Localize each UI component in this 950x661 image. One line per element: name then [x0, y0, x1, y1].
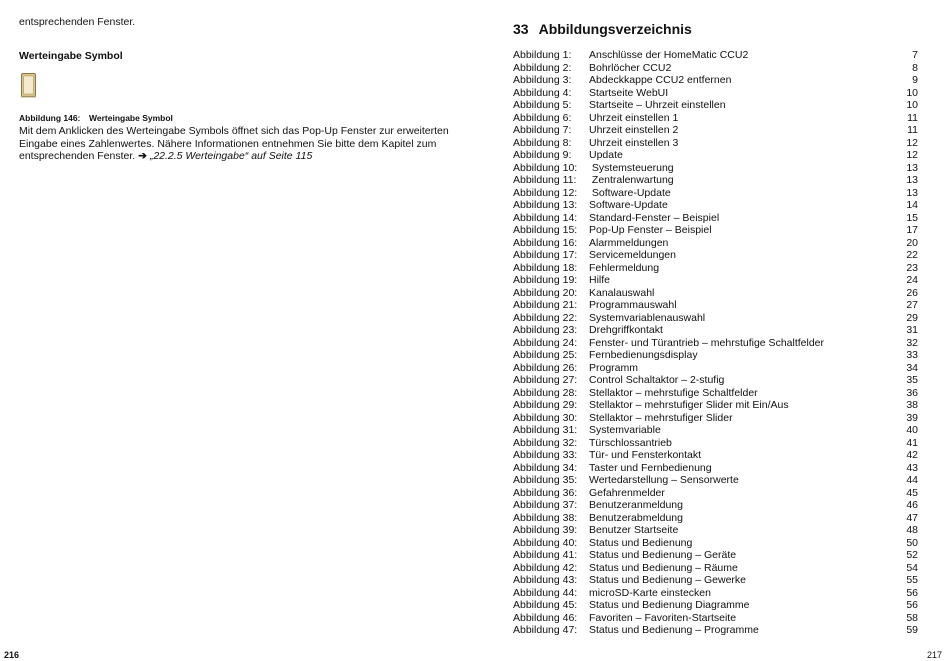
toc-entry[interactable] [513, 437, 918, 450]
toc-entry-page: 34 [906, 361, 918, 374]
toc-entry-page: 56 [906, 586, 918, 599]
toc-entry-label: Abbildung 22: [513, 311, 578, 324]
toc-entry[interactable] [513, 387, 918, 400]
section-title [513, 21, 692, 37]
toc-entry[interactable] [513, 337, 918, 350]
toc-entry-label: Abbildung 37: [513, 499, 578, 511]
toc-entry-title: Stellaktor – mehrstufiger Slider [589, 411, 733, 424]
toc-entry[interactable] [513, 424, 918, 437]
toc-entry-label: Abbildung 44: [513, 586, 578, 599]
toc-entry-page: 23 [906, 261, 918, 274]
toc-entry-label: Abbildung 45: [513, 599, 578, 611]
toc-entry-label: Abbildung 30: [513, 411, 578, 424]
toc-entry-page: 56 [906, 599, 918, 611]
toc-entry-title: Stellaktor – mehrstufige Schaltfelder [589, 386, 758, 399]
toc-entry[interactable] [513, 149, 918, 162]
toc-entry-title: Drehgriffkontakt [589, 324, 663, 336]
toc-entry-page: 12 [906, 149, 918, 161]
toc-entry[interactable] [513, 449, 918, 462]
toc-entry[interactable] [513, 624, 918, 637]
toc-entry-label: Abbildung 14: [513, 211, 578, 224]
toc-entry-label: Abbildung 33: [513, 449, 578, 461]
toc-entry-label: Abbildung 28: [513, 386, 578, 399]
toc-entry[interactable] [513, 549, 918, 562]
toc-entry-title: Kanalauswahl [589, 286, 655, 299]
toc-entry-title: Uhrzeit einstellen 1 [589, 111, 679, 124]
cross-reference-link[interactable]: „22.2.5 Werteingabe“ auf Seite 115 [149, 150, 313, 162]
toc-entry-page: 8 [912, 61, 918, 74]
toc-entry-title: Zentralenwartung [589, 174, 674, 186]
toc-entry-page: 13 [906, 161, 918, 174]
toc-entry-title: Taster und Fernbedienung [589, 461, 712, 474]
toc-entry[interactable] [513, 274, 918, 287]
toc-entry-title: Alarmmeldungen [589, 236, 669, 249]
toc-entry[interactable] [513, 124, 918, 137]
toc-entry[interactable] [513, 287, 918, 300]
toc-entry-page: 38 [906, 399, 918, 411]
toc-entry-title: Standard-Fenster – Beispiel [589, 211, 720, 224]
toc-entry[interactable] [513, 512, 918, 525]
toc-entry-label: Abbildung 1: [513, 49, 572, 61]
page-number-right: 217 [926, 650, 942, 660]
toc-entry-page: 42 [906, 449, 918, 461]
toc-entry-label: Abbildung 43: [513, 574, 578, 586]
toc-entry-label: Abbildung 2: [513, 61, 572, 74]
toc-entry-label: Abbildung 25: [513, 349, 578, 361]
toc-entry-label: Abbildung 39: [513, 524, 578, 536]
toc-entry[interactable] [513, 62, 918, 75]
toc-entry-label: Abbildung 15: [513, 224, 578, 236]
page-number-left: 216 [4, 650, 20, 660]
toc-entry-label: Abbildung 26: [513, 361, 578, 374]
arrow-right-icon: ➔ [138, 150, 147, 162]
toc-entry-label: Abbildung 35: [513, 474, 578, 486]
toc-entry-label: Abbildung 7: [513, 124, 572, 136]
toc-entry-page: 50 [906, 536, 918, 549]
toc-entry[interactable] [513, 49, 918, 62]
toc-entry[interactable] [513, 162, 918, 175]
toc-entry-title: Status und Bedienung [589, 536, 693, 549]
toc-entry-page: 36 [906, 386, 918, 399]
section-heading: Werteingabe Symbol [19, 50, 123, 62]
toc-entry[interactable] [513, 599, 918, 612]
toc-entry-page: 20 [906, 236, 918, 249]
toc-entry-label: Abbildung 9: [513, 149, 572, 161]
toc-entry-page: 10 [906, 86, 918, 99]
toc-entry-page: 31 [906, 324, 918, 336]
toc-entry-title: Benutzeranmeldung [589, 499, 683, 511]
toc-entry-page: 14 [906, 199, 918, 211]
toc-entry[interactable] [513, 462, 918, 475]
toc-entry[interactable] [513, 249, 918, 262]
toc-entry-title: Systemsteuerung [589, 161, 674, 174]
toc-entry-page: 32 [906, 336, 918, 349]
toc-entry-label: Abbildung 5: [513, 99, 572, 111]
toc-entry-title: microSD-Karte einstecken [589, 586, 711, 599]
toc-entry-label: Abbildung 18: [513, 261, 578, 274]
toc-entry[interactable] [513, 374, 918, 387]
toc-entry-title: Status und Bedienung – Räume [589, 561, 738, 574]
toc-entry-title: Bohrlöcher CCU2 [589, 61, 672, 74]
toc-entry-page: 7 [912, 49, 918, 61]
toc-entry-title: Status und Bedienung – Programme [589, 624, 759, 636]
toc-entry-title: Anschlüsse der HomeMatic CCU2 [589, 49, 749, 61]
toc-entry-page: 15 [906, 211, 918, 224]
toc-entry[interactable] [513, 474, 918, 487]
toc-entry-label: Abbildung 24: [513, 336, 578, 349]
toc-entry-page: 10 [906, 99, 918, 111]
toc-entry-title: Startseite WebUI [589, 86, 669, 99]
toc-entry-page: 24 [906, 274, 918, 286]
toc-entry-title: Wertedarstellung – Sensorwerte [589, 474, 739, 486]
toc-entry-title: Hilfe [589, 274, 611, 286]
figure-caption-number: Abbildung 146: [19, 113, 81, 123]
toc-entry-label: Abbildung 8: [513, 136, 572, 149]
body-paragraph [19, 125, 459, 163]
toc-entry-label: Abbildung 4: [513, 86, 572, 99]
toc-entry-title: Stellaktor – mehrstufiger Slider mit Ein/Aus [589, 399, 789, 411]
toc-entry-title: Software-Update [589, 186, 671, 199]
toc-entry-page: 27 [906, 299, 918, 311]
toc-entry[interactable] [513, 612, 918, 625]
right-page [475, 0, 950, 661]
toc-entry[interactable] [513, 412, 918, 425]
toc-entry-label: Abbildung 6: [513, 111, 572, 124]
toc-entry-title: Control Schaltaktor – 2-stufig [589, 374, 725, 386]
figure-caption-title: Werteingabe Symbol [89, 113, 173, 123]
toc-entry[interactable] [513, 537, 918, 550]
toc-entry-page: 44 [906, 474, 918, 486]
werteingabe-symbol-icon [20, 73, 37, 98]
toc-entry[interactable] [513, 199, 918, 212]
toc-entry-label: Abbildung 31: [513, 424, 578, 436]
toc-entry-page: 45 [906, 486, 918, 499]
toc-entry[interactable] [513, 74, 918, 87]
figure-caption [19, 113, 173, 123]
toc-entry-title: Fernbedienungsdisplay [589, 349, 698, 361]
toc-entry-page: 35 [906, 374, 918, 386]
toc-entry[interactable] [513, 174, 918, 187]
toc-entry-label: Abbildung 41: [513, 549, 578, 561]
toc-entry-label: Abbildung 42: [513, 561, 578, 574]
toc-entry-label: Abbildung 27: [513, 374, 578, 386]
toc-entry-title: Türschlossantrieb [589, 436, 672, 449]
toc-entry-page: 52 [906, 549, 918, 561]
toc-entry[interactable] [513, 224, 918, 237]
toc-entry[interactable] [513, 212, 918, 225]
toc-entry-label: Abbildung 36: [513, 486, 578, 499]
toc-entry-page: 47 [906, 511, 918, 524]
toc-entry[interactable] [513, 137, 918, 150]
toc-entry-title: Uhrzeit einstellen 3 [589, 136, 679, 149]
toc-entry-label: Abbildung 13: [513, 199, 578, 211]
toc-entry[interactable] [513, 312, 918, 325]
toc-entry-label: Abbildung 46: [513, 611, 578, 624]
toc-entry-title: Benutzer Startseite [589, 524, 679, 536]
toc-entry-label: Abbildung 34: [513, 461, 578, 474]
toc-entry-page: 46 [906, 499, 918, 511]
toc-entry[interactable] [513, 399, 918, 412]
toc-entry-page: 12 [906, 136, 918, 149]
toc-entry-title: Programmauswahl [589, 299, 677, 311]
toc-entry[interactable] [513, 112, 918, 125]
toc-entry-label: Abbildung 11: [513, 174, 577, 186]
toc-entry-title: Benutzerabmeldung [589, 511, 683, 524]
toc-entry-title: Pop-Up Fenster – Beispiel [589, 224, 712, 236]
toc-entry-title: Favoriten – Favoriten-Startseite [589, 611, 737, 624]
toc-entry-page: 39 [906, 411, 918, 424]
toc-entry-page: 22 [906, 249, 918, 261]
figure-list [513, 49, 918, 637]
toc-entry-title: Update [589, 149, 623, 161]
toc-entry-title: Fehlermeldung [589, 261, 660, 274]
toc-entry-label: Abbildung 19: [513, 274, 578, 286]
toc-entry[interactable] [513, 237, 918, 250]
toc-entry-page: 26 [906, 286, 918, 299]
toc-entry-page: 13 [906, 186, 918, 199]
section-title-text: Abbildungsverzeichnis [538, 21, 692, 37]
toc-entry-title: Fenster- und Türantrieb – mehrstufige Schaltfelder [589, 336, 825, 349]
toc-entry-title: Uhrzeit einstellen 2 [589, 124, 679, 136]
toc-entry-label: Abbildung 17: [513, 249, 578, 261]
toc-entry-title: Software-Update [589, 199, 668, 211]
toc-entry-title: Gefahrenmelder [589, 486, 665, 499]
toc-entry[interactable] [513, 299, 918, 312]
toc-entry-label: Abbildung 16: [513, 236, 578, 249]
toc-entry[interactable] [513, 587, 918, 600]
toc-entry[interactable] [513, 187, 918, 200]
toc-entry-page: 33 [906, 349, 918, 361]
toc-entry[interactable] [513, 524, 918, 537]
toc-entry-page: 9 [912, 74, 918, 86]
toc-entry[interactable] [513, 262, 918, 275]
toc-entry-title: Status und Bedienung – Gewerke [589, 574, 747, 586]
toc-entry-label: Abbildung 40: [513, 536, 578, 549]
toc-entry-page: 59 [906, 624, 918, 636]
toc-entry-page: 48 [906, 524, 918, 536]
toc-entry-label: Abbildung 23: [513, 324, 578, 336]
toc-entry-title: Status und Bedienung Diagramme [589, 599, 750, 611]
toc-entry-page: 41 [906, 436, 918, 449]
toc-entry-page: 58 [906, 611, 918, 624]
toc-entry-label: Abbildung 21: [513, 299, 578, 311]
toc-entry[interactable] [513, 349, 918, 362]
toc-entry[interactable] [513, 87, 918, 100]
toc-entry-label: Abbildung 47: [513, 624, 578, 636]
toc-entry-title: Tür- und Fensterkontakt [589, 449, 702, 461]
toc-entry-page: 55 [906, 574, 918, 586]
toc-entry-label: Abbildung 10: [513, 161, 578, 174]
toc-entry[interactable] [513, 499, 918, 512]
toc-entry-title: Systemvariablenauswahl [589, 311, 706, 324]
toc-entry-label: Abbildung 32: [513, 436, 578, 449]
toc-entry-label: Abbildung 38: [513, 511, 578, 524]
toc-entry-page: 13 [906, 174, 918, 186]
toc-entry-page: 54 [906, 561, 918, 574]
toc-entry-page: 40 [906, 424, 918, 436]
toc-entry-label: Abbildung 12: [513, 186, 578, 199]
toc-entry-title: Status und Bedienung – Geräte [589, 549, 737, 561]
toc-entry-page: 11 [907, 111, 918, 124]
toc-entry-page: 43 [906, 461, 918, 474]
toc-entry[interactable] [513, 562, 918, 575]
toc-entry[interactable] [513, 324, 918, 337]
toc-entry-title: Abdeckkappe CCU2 entfernen [589, 74, 732, 86]
toc-entry[interactable] [513, 362, 918, 375]
toc-entry-title: Systemvariable [589, 424, 661, 436]
toc-entry-title: Startseite – Uhrzeit einstellen [589, 99, 726, 111]
toc-entry-label: Abbildung 29: [513, 399, 578, 411]
section-number: 33 [513, 21, 529, 37]
body-text: Mit dem Anklicken des Werteingabe Symbols öffnet sich das Pop-Up Fenster zur erweiterten Eingabe eines Zahlenwertes. Nähere Informationen entnehmen Sie bitte dem Kapitel zum entsprechenden Fenster. [19, 125, 449, 162]
toc-entry-title: Servicemeldungen [589, 249, 676, 261]
toc-entry-page: 29 [906, 311, 918, 324]
toc-entry[interactable] [513, 487, 918, 500]
toc-entry-label: Abbildung 3: [513, 74, 572, 86]
toc-entry[interactable] [513, 574, 918, 587]
toc-entry-page: 17 [906, 224, 918, 236]
toc-entry-page: 11 [907, 124, 918, 136]
toc-entry[interactable] [513, 99, 918, 112]
continued-text: entsprechenden Fenster. [19, 16, 136, 28]
toc-entry-title: Programm [589, 361, 639, 374]
toc-entry-label: Abbildung 20: [513, 286, 578, 299]
